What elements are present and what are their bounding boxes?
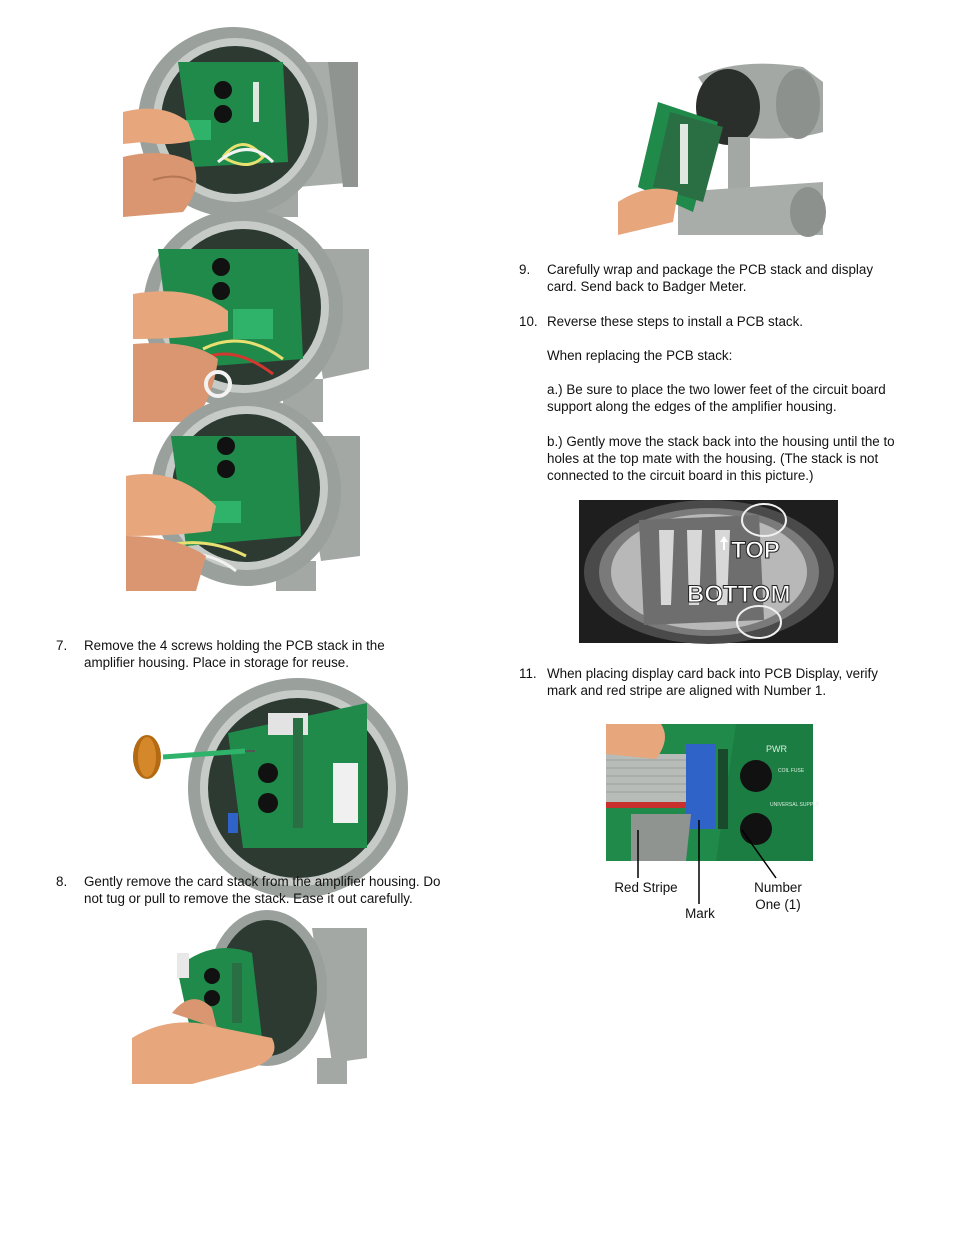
callout-number-one bbox=[745, 879, 811, 913]
step-number: 11. bbox=[519, 666, 537, 681]
top-label: TOP bbox=[731, 537, 780, 564]
photo-remove-card-stack bbox=[132, 928, 367, 1084]
callout-number-line2: One (1) bbox=[755, 897, 801, 912]
pwr-label: PWR bbox=[766, 744, 787, 754]
photo-stack-removed bbox=[618, 62, 823, 235]
callout-red-stripe: Red Stripe bbox=[614, 880, 678, 895]
step-number: 10. bbox=[519, 314, 538, 329]
number-one-leader bbox=[742, 830, 776, 878]
callout-mark: Mark bbox=[685, 906, 715, 921]
bottom-label: BOTTOM bbox=[687, 581, 791, 608]
step-text: Gently remove the card stack from the amplifier housing. Do not tug or pull to remove the stack. Ease it out carefully. bbox=[84, 874, 441, 906]
photo-remove-screws bbox=[133, 693, 367, 848]
replacing-step-b: b.) Gently move the stack back into the housing until the to holes at the top mate with the housing. (The stack is not connected to the circuit board in this picture.) bbox=[547, 434, 895, 483]
photo-disconnect-connector-3 bbox=[126, 436, 360, 591]
step-number: 8. bbox=[56, 874, 68, 889]
replacing-step-a: a.) Be sure to place the two lower feet of the circuit board support along the edges of the amplifier housing. bbox=[547, 382, 886, 414]
photo-disconnect-connector-1 bbox=[123, 62, 358, 217]
step-number: 7. bbox=[56, 638, 68, 653]
step-text: When placing display card back into PCB Display, verify mark and red stripe are aligned with Number 1. bbox=[547, 666, 878, 698]
fuse-label: COIL FUSE bbox=[778, 768, 805, 774]
replacing-intro: When replacing the PCB stack: bbox=[547, 348, 733, 363]
supply-label: UNIVERSAL SUPPLY bbox=[770, 802, 819, 808]
step-text: Reverse these steps to install a PCB stack. bbox=[547, 314, 804, 329]
step-text: Carefully wrap and package the PCB stack and display card. Send back to Badger Meter. bbox=[547, 262, 874, 294]
step-text: Remove the 4 screws holding the PCB stack in the amplifier housing. Place in storage for reuse. bbox=[84, 638, 385, 670]
step-number: 9. bbox=[519, 262, 531, 277]
photo-housing-top-bottom bbox=[579, 500, 838, 643]
photo-disconnect-connector-2 bbox=[133, 249, 369, 422]
callout-number-line1: Number bbox=[754, 880, 802, 895]
